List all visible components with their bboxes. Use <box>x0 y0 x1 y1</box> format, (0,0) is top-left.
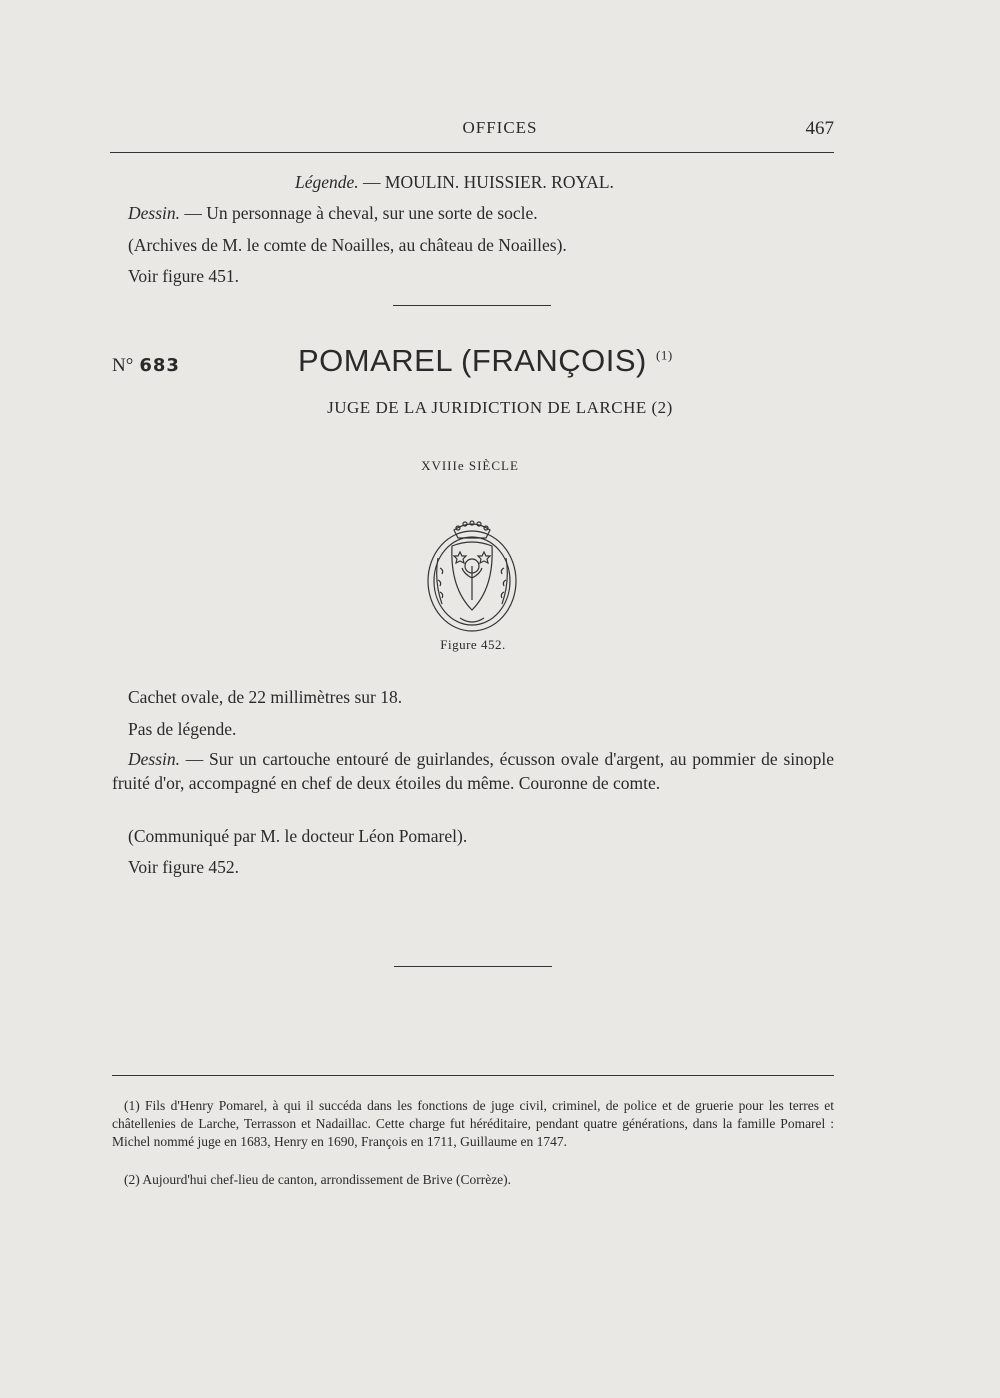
prev-voir: Voir figure 451. <box>128 266 239 286</box>
seal-illustration <box>424 518 520 634</box>
dessin-text: — Sur un cartouche entouré de guirlandes, écusson ovale d'argent, au pommier de sinople fruité d'or, accompagné en chef de deux étoiles du même. Couronne de comte. <box>112 749 834 793</box>
name-footnote-ref: (1) <box>656 347 673 363</box>
figure-caption: Figure 452. <box>440 637 506 652</box>
entry-number <box>112 355 180 377</box>
dessin-text: — Un personnage à cheval, sur une sorte de socle. <box>180 203 538 223</box>
name-text: POMAREL (FRANÇOIS) <box>298 343 647 378</box>
footnote-rule <box>112 1075 834 1076</box>
legende-text: — MOULIN. HUISSIER. ROYAL. <box>358 172 614 192</box>
prev-dessin <box>128 203 538 224</box>
legende-label: Légende. <box>295 172 359 192</box>
entry-name <box>298 343 673 379</box>
voir-line: Voir figure 452. <box>128 857 239 877</box>
number-value: 683 <box>139 355 180 376</box>
running-title: OFFICES <box>462 118 538 137</box>
cachet-line: Cachet ovale, de 22 millimètres sur 18. <box>128 687 403 707</box>
entry-office: JUGE DE LA JURIDICTION DE LARCHE (2) <box>327 398 673 417</box>
prev-legende <box>295 172 614 193</box>
footnote-1: (1) Fils d'Henry Pomarel, à qui il succéda dans les fonctions de juge civil, criminel, de police et de gruerie pour les terres et châtellenies de Larche, Terrasson et Nadaillac. Cette charge fut héréditaire, pendant quatre générations, dans la famille Pomarel : Michel nommé juge en 1683, Henry en 1690, François en 1711, Guillaume en 1747. <box>112 1098 834 1149</box>
source-line: (Communiqué par M. le docteur Léon Pomarel). <box>128 826 468 846</box>
header-rule <box>110 152 834 153</box>
number-prefix: N° <box>112 355 134 376</box>
footnote-2: (2) Aujourd'hui chef-lieu de canton, arrondissement de Brive (Corrèze). <box>124 1172 512 1187</box>
section-divider <box>393 305 551 306</box>
page-number: 467 <box>805 118 834 139</box>
dessin-label: Dessin. <box>128 203 181 223</box>
legende-line: Pas de légende. <box>128 719 237 739</box>
dessin-paragraph <box>112 747 834 795</box>
dessin-label: Dessin. <box>128 749 181 769</box>
entry-century: XVIIIe SIÈCLE <box>421 458 519 473</box>
section-divider-2 <box>394 966 552 967</box>
prev-source: (Archives de M. le comte de Noailles, au château de Noailles). <box>128 235 567 255</box>
